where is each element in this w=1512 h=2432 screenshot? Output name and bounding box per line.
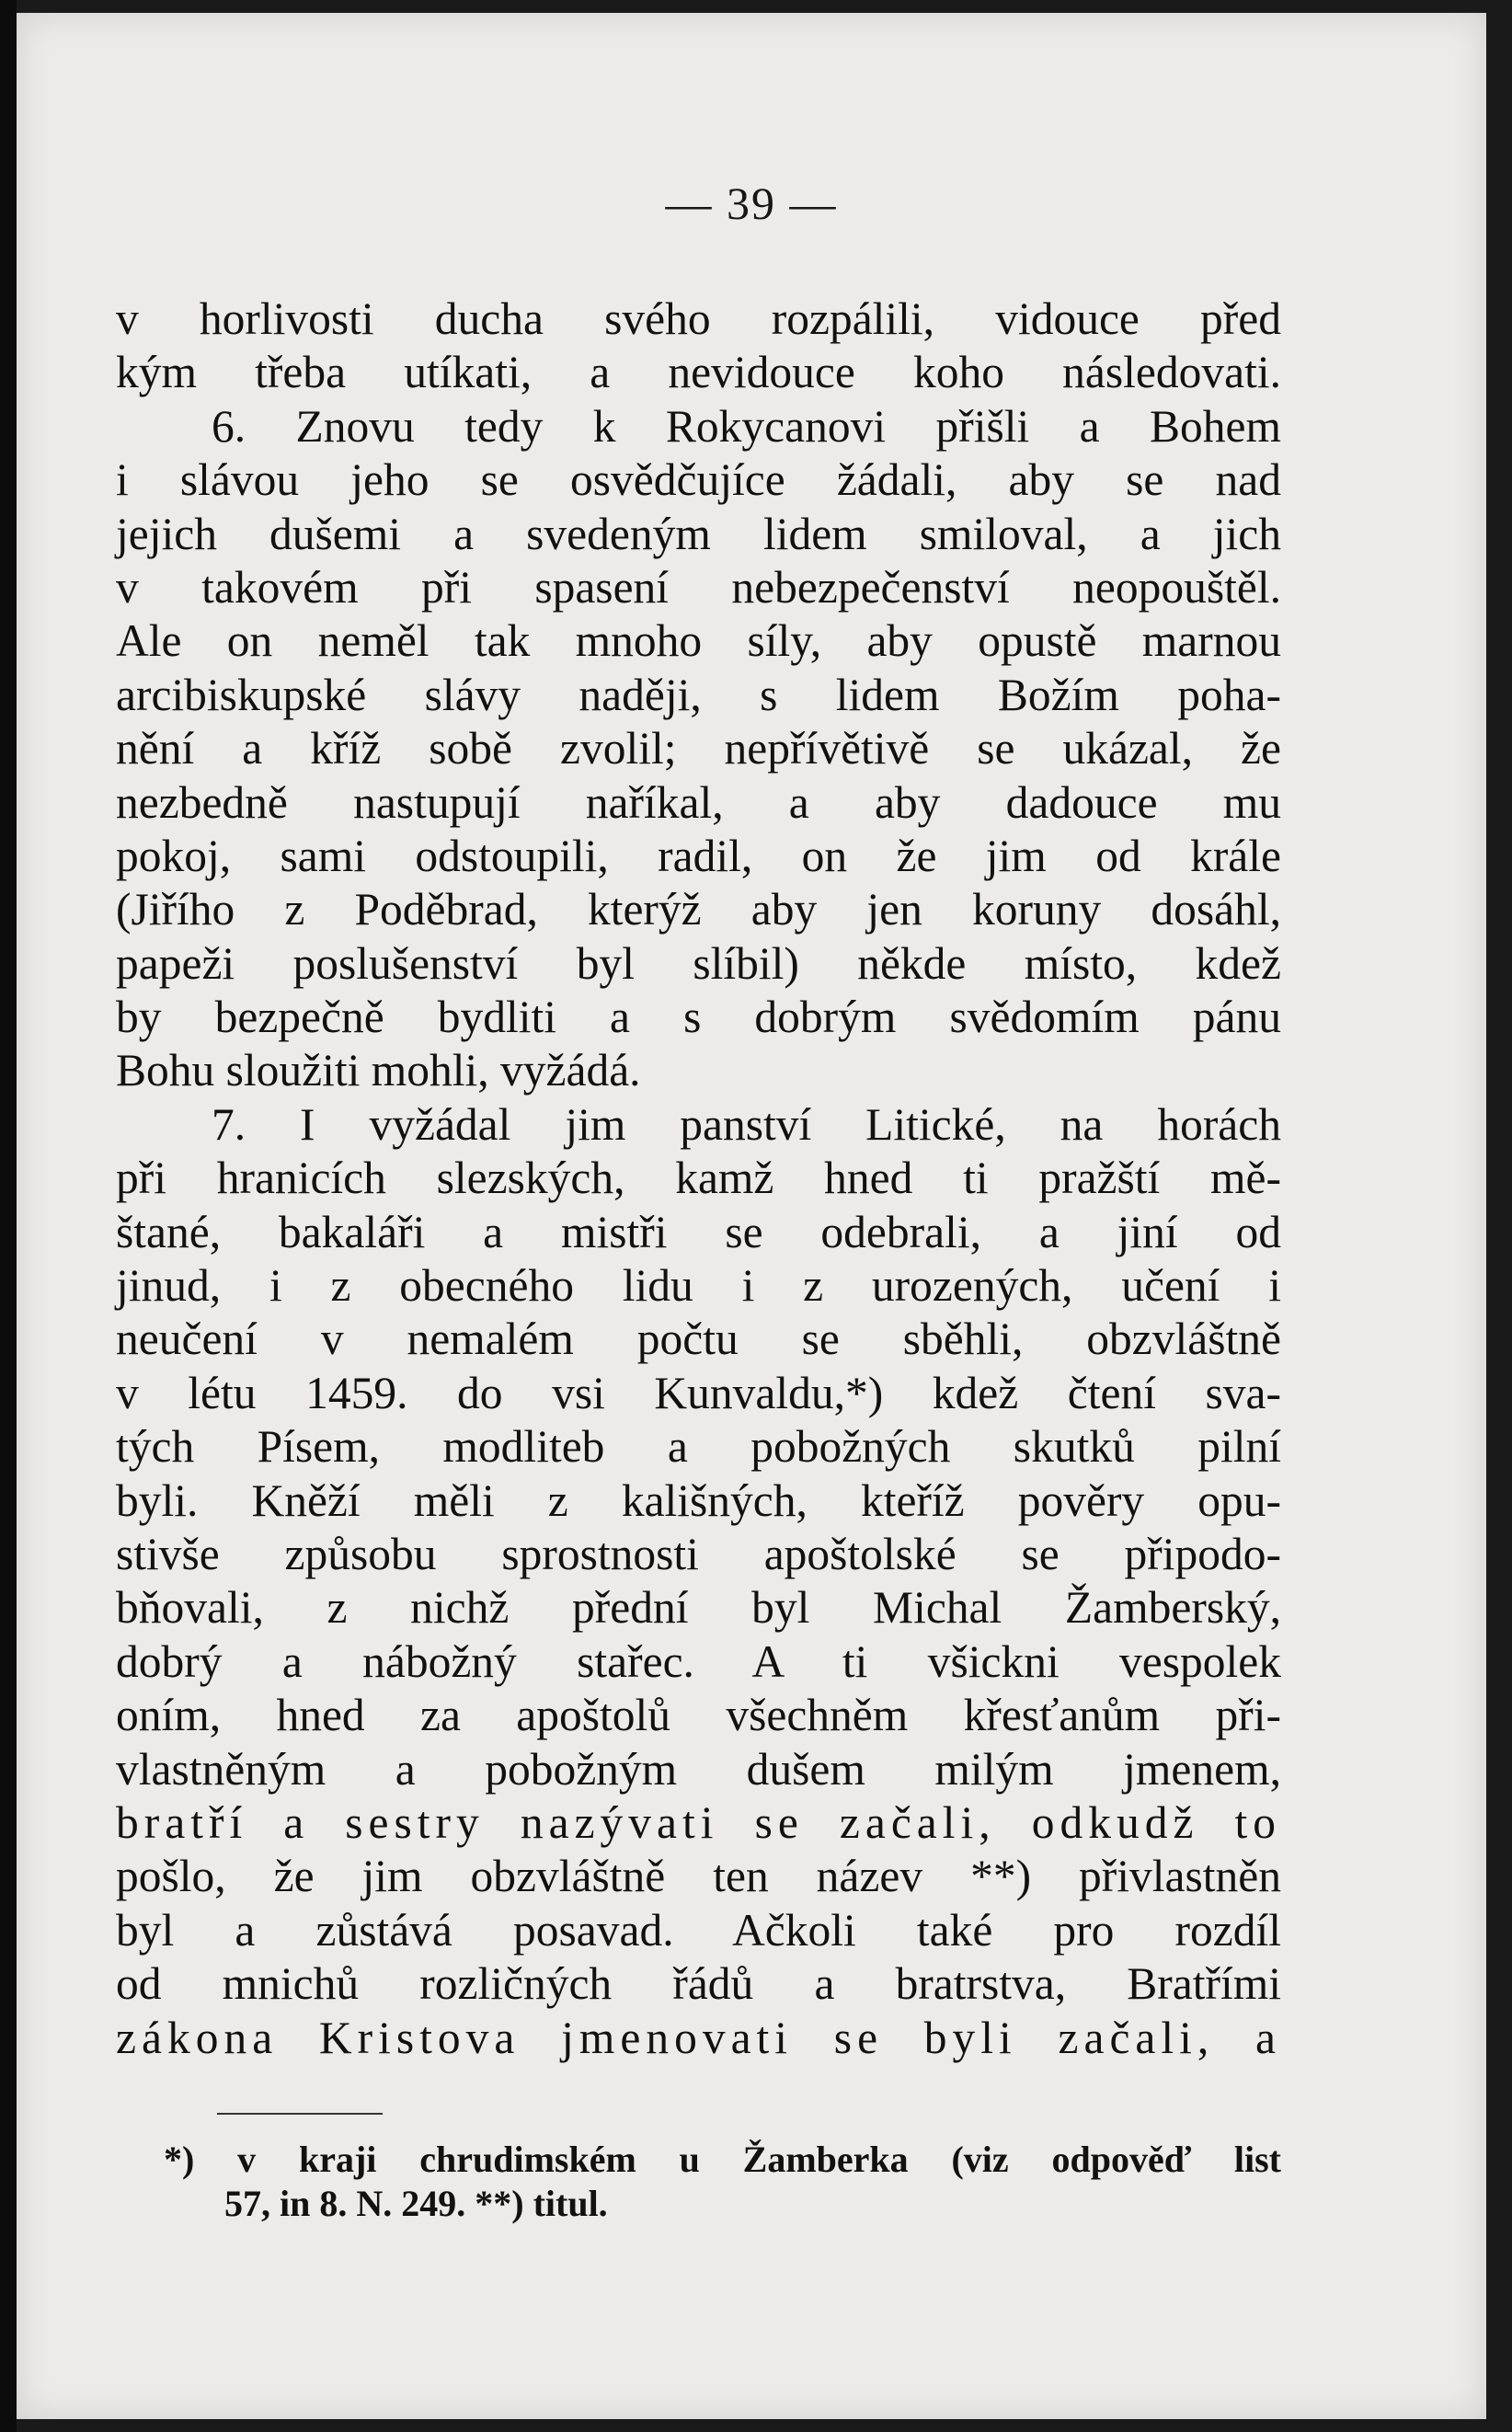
text-line: arcibiskupské slávy naději, s lidem Božím poha- <box>116 669 1281 720</box>
text-line: jinud, i z obecného lidu i z urozených, učení i <box>116 1260 1281 1312</box>
text-line: i slávou jeho se osvědčujíce žádali, aby se nad <box>116 454 1281 506</box>
text-line: nezbedně nastupují naříkal, a aby dadouce mu <box>116 776 1281 828</box>
text-line: nění a kříž sobě zvolil; nepřívětivě se ukázal, že <box>116 723 1281 774</box>
footnote-line: 57, in 8. N. 249. **) titul. <box>224 2183 608 2224</box>
book-spine-edge <box>0 0 17 2432</box>
text-line: by bezpečně bydliti a s dobrým svědomím pánu <box>116 992 1281 1043</box>
text-line: byli. Kněží měli z kališných, kteříž pověry opu- <box>116 1474 1281 1526</box>
text-line: štané, bakaláři a mistři se odebrali, a jiní od <box>116 1206 1281 1257</box>
body-text <box>116 293 1281 2065</box>
text-line: papeži poslušenství byl slíbil) někde místo, kdež <box>116 937 1281 989</box>
footnotes <box>164 2138 1281 2226</box>
text-line-spaced: zákona Kristova jmenovati se byli začali, a <box>116 2012 1281 2063</box>
text-line: bňovali, z nichž přední byl Michal Žamberský, <box>116 1582 1281 1634</box>
paragraph-6-start: 6. Znovu tedy k Rokycanovi přišli a Bohem <box>212 400 1281 452</box>
text-line-spaced: bratří a sestry nazývati se začali, odkudž to <box>116 1796 1281 1848</box>
text-line: Ale on neměl tak mnoho síly, aby opustě marnou <box>116 615 1281 667</box>
text-line: byl a zůstává posavad. Ačkoli také pro rozdíl <box>116 1904 1281 1956</box>
text-line: vlastněným a pobožným dušem milým jmenem, <box>116 1743 1281 1795</box>
text-line: od mnichů rozličných řádů a bratrstva, Bratřími <box>116 1958 1281 2010</box>
text-line: pošlo, že jim obzvláštně ten název **) přivlastněn <box>116 1851 1281 1902</box>
text-line: neučení v nemalém počtu se sběhli, obzvláštně <box>116 1314 1281 1365</box>
text-line: v horlivosti ducha svého rozpálili, vidouce před <box>116 293 1281 344</box>
book-page <box>17 13 1486 2419</box>
text-line: dobrý a nábožný stařec. A ti všickni vespolek <box>116 1635 1281 1687</box>
text-line: (Jiřího z Poděbrad, kterýž aby jen koruny dosáhl, <box>116 884 1281 935</box>
text-line: stivše způsobu sprostnosti apoštolské se připodo- <box>116 1528 1281 1579</box>
footnote-divider <box>217 2113 383 2115</box>
text-line: v takovém při spasení nebezpečenství neopouštěl. <box>116 561 1281 613</box>
text-line: oním, hned za apoštolů všechněm křesťanům při- <box>116 1690 1281 1741</box>
text-line: pokoj, sami odstoupili, radil, on že jim od krále <box>116 830 1281 881</box>
text-line: v létu 1459. do vsi Kunvaldu,*) kdež čtení sva- <box>116 1367 1281 1418</box>
footnote-line: *) v kraji chrudimském u Žamberka (viz odpověď list <box>164 2139 1281 2180</box>
text-line: jejich dušemi a svedeným lidem smiloval, a jich <box>116 508 1281 559</box>
paragraph-7-start: 7. I vyžádal jim panství Litické, na horách <box>212 1098 1281 1150</box>
page-number: — 39 — <box>665 178 838 229</box>
text-line: při hranicích slezských, kamž hned ti pražští mě- <box>116 1153 1281 1204</box>
text-line: kým třeba utíkati, a nevidouce koho následovati. <box>116 347 1281 398</box>
text-line: tých Písem, modliteb a pobožných skutků pilní <box>116 1421 1281 1473</box>
text-line: Bohu sloužiti mohli, vyžádá. <box>116 1045 641 1096</box>
